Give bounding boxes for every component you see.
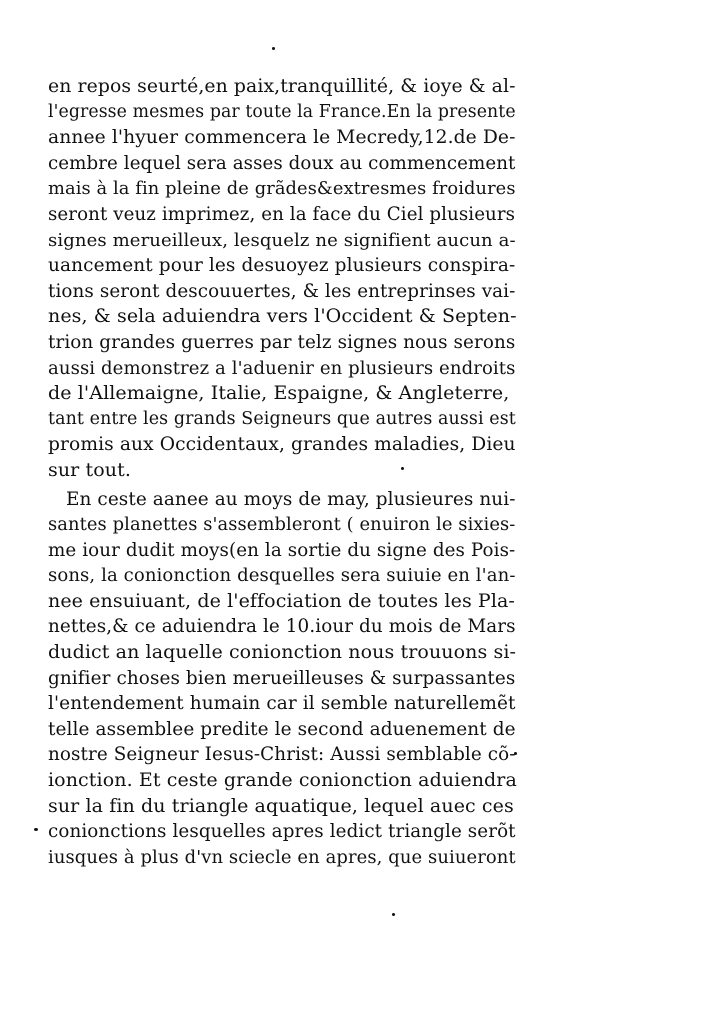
text-line: trion grandes guerres par telz signes nous serons [48, 331, 516, 353]
text-line: aussi demonstrez a l'aduenir en plusieurs endroits [48, 357, 516, 379]
ink-speck-bottom [392, 913, 395, 916]
text-line: seront veuz imprimez, en la face du Ciel plusieurs [48, 203, 516, 225]
text-line: nettes,& ce aduiendra le 10.iour du mois de Mars [48, 616, 516, 638]
text-line: nes, & sela aduiendra vers l'Occident & Septen- [48, 305, 517, 328]
text-line: conionctions lesquelles apres ledict triangle serõt [48, 821, 516, 843]
text-line: santes planettes s'assembleront ( enuiron le sixies- [48, 514, 516, 536]
text-line: tant entre les grands Seigneurs que autres aussi est [48, 408, 516, 429]
text-line: me iour dudit moys(en la sortie du signe des Pois- [48, 539, 516, 561]
text-line: telle assemblee predite le second aduenement de [48, 718, 516, 740]
text-line: de l'Allemaigne, Italie, Espaigne, & Angleterre, [48, 382, 510, 405]
ink-speck-top [272, 47, 275, 50]
paragraph-1 [48, 74, 518, 484]
text-line: signes merueilleux, lesquelz ne signifient aucun a- [48, 229, 516, 251]
text-line: promis aux Occidentaux, grandes maladies, Dieu [48, 434, 516, 456]
text-line: l'entendement humain car il semble naturellemẽt [48, 693, 516, 715]
text-line: mais à la fin pleine de grãdes&extresmes froidures [48, 178, 516, 200]
paragraph-2 [48, 487, 518, 871]
ink-speck-left [34, 828, 38, 831]
text-line: sur tout. [48, 458, 131, 481]
text-line: cembre lequel sera asses doux au commencement [48, 152, 516, 174]
text-line: l'egresse mesmes par toute la France.En la presente [48, 101, 516, 122]
text-line: annee l'hyuer commencera le Mecredy,12.de De- [48, 127, 516, 149]
text-line: dudict an laquelle conionction nous trouuons si- [48, 641, 517, 664]
text-line: iusques à plus d'vn sciecle en apres, que suiueront [48, 846, 516, 868]
text-line: sur la fin du triangle aquatique, lequel auec ces [48, 794, 514, 817]
text-line: sons, la conionction desquelles sera suiuie en l'an- [48, 565, 516, 587]
text-line: tions seront descouuertes, & les entreprinses vai- [48, 280, 516, 302]
body-text [48, 74, 518, 870]
text-line: en repos seurté,en paix,tranquillité, & ioye & al- [48, 76, 516, 97]
text-line: gnifier choses bien merueilleuses & surpassantes [48, 667, 516, 689]
text-line: En ceste aanee au moys de may, plusieures nui- [66, 488, 516, 510]
text-line: nee ensuiuant, de l'effociation de toutes les Pla- [48, 589, 515, 612]
text-line: uancement pour les desuoyez plusieurs conspira- [48, 255, 516, 277]
text-line: ionction. Et ceste grande conionction aduiendra [48, 769, 517, 792]
text-line: nostre Seigneur Iesus-Christ: Aussi semblable cõ- [48, 744, 516, 766]
